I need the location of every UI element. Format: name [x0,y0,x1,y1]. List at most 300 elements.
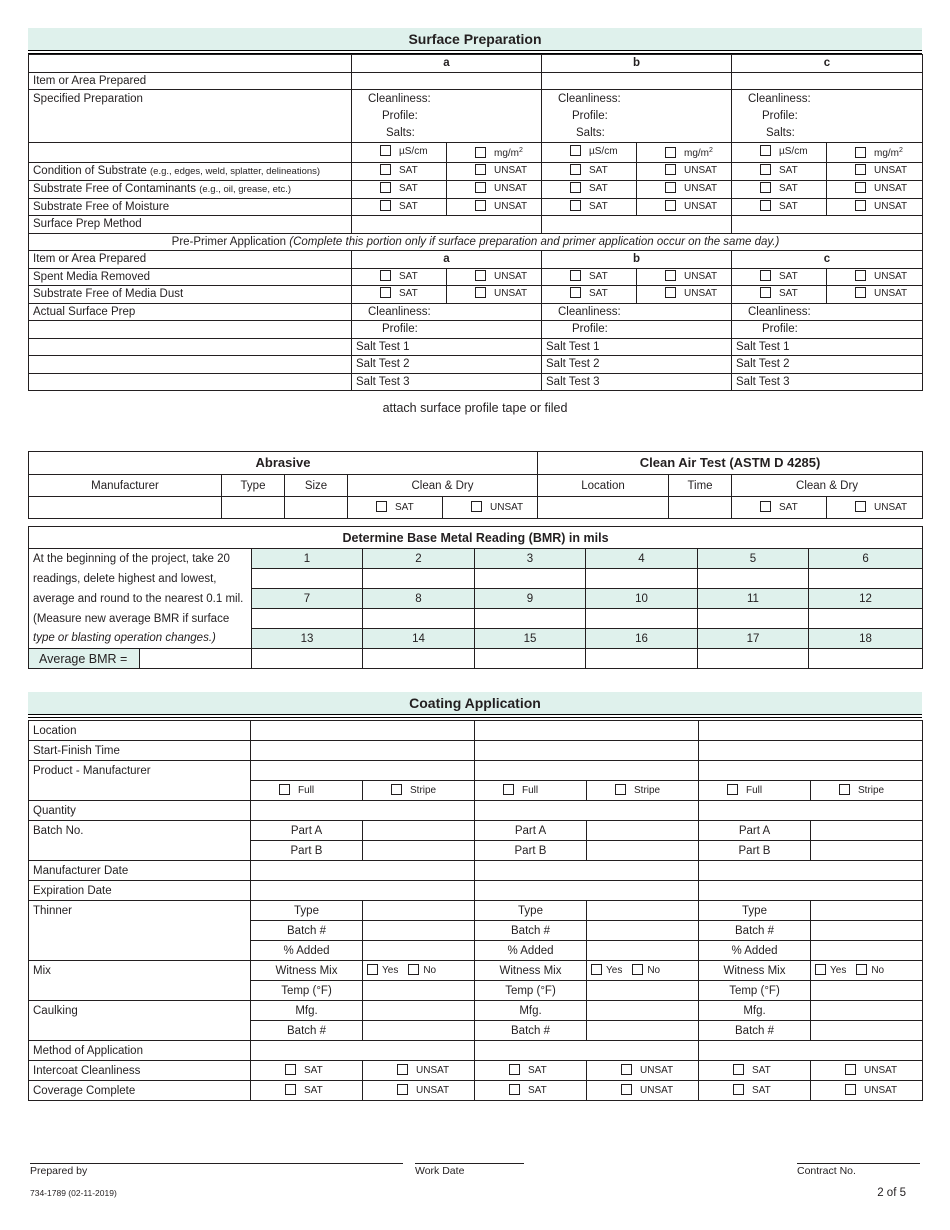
yes-checkbox[interactable] [367,964,378,975]
thinner-type-2[interactable] [587,901,699,921]
full-2[interactable]: Full [475,781,587,801]
caulk-batch-3[interactable] [811,1021,923,1041]
abrasive-sat[interactable]: SAT [348,497,443,519]
coat-location-3[interactable] [699,721,923,741]
abrasive-size-field[interactable] [285,497,348,519]
profile-b[interactable]: Profile: [542,107,732,125]
bmr-label-4: 4 [586,549,698,569]
intercoat-1-sat[interactable]: SAT [251,1061,363,1081]
no-checkbox[interactable] [856,964,867,975]
thinner-batch-label-2: Batch # [475,921,587,941]
quantity-1[interactable] [251,801,475,821]
cleanliness-b[interactable]: Cleanliness: [542,90,732,108]
bmr-reading-8[interactable] [363,609,475,629]
salts-c[interactable]: Salts: [732,125,923,143]
no-checkbox[interactable] [408,964,419,975]
mfr-date-2[interactable] [475,861,699,881]
product-mfr-label: Product - Manufacturer [29,761,251,781]
spent-media-a-unsat[interactable]: UNSAT [447,268,542,286]
mfr-date-3[interactable] [699,861,923,881]
stripe-2[interactable]: Stripe [587,781,699,801]
checkbox[interactable] [475,270,486,281]
temp-3[interactable] [811,981,923,1001]
checkbox[interactable] [855,182,866,193]
checkbox[interactable] [509,1084,520,1095]
checkbox[interactable] [845,1084,856,1095]
checkbox[interactable] [570,200,581,211]
bmr-reading-14[interactable] [363,649,475,669]
profile-a[interactable]: Profile: [352,107,542,125]
spent-media-b-sat[interactable]: SAT [542,268,637,286]
cleanliness-a[interactable]: Cleanliness: [352,90,542,108]
checkbox[interactable] [665,200,676,211]
abrasive-type-header: Type [222,475,285,497]
moisture-c-unsat[interactable]: UNSAT [827,198,923,216]
bmr-reading-13[interactable] [252,649,363,669]
part-b-label-1: Part B [251,841,363,861]
stripe-1[interactable]: Stripe [363,781,475,801]
checkbox[interactable] [475,200,486,211]
salt-test-1-b[interactable]: Salt Test 1 [542,338,732,356]
moisture-a-sat[interactable]: SAT [352,198,447,216]
checkbox[interactable] [855,270,866,281]
witness-mix-1[interactable]: Yes No [363,961,475,981]
start-finish-1[interactable] [251,741,475,761]
pct-added-2[interactable] [587,941,699,961]
salt-test-3-b[interactable]: Salt Test 3 [542,373,732,391]
bmr-instruction-1: At the beginning of the project, take 20 [29,549,252,569]
checkbox[interactable] [621,1064,632,1075]
actual-profile-a[interactable]: Profile: [352,321,542,339]
checkbox[interactable] [475,287,486,298]
intercoat-3-sat[interactable]: SAT [699,1061,811,1081]
checkbox[interactable] [471,501,482,512]
checkbox[interactable] [615,784,626,795]
caulk-batch-label-2: Batch # [475,1021,587,1041]
profile-c[interactable]: Profile: [732,107,923,125]
coating-table [28,720,923,1101]
method-2[interactable] [475,1041,699,1061]
caulk-batch-1[interactable] [363,1021,475,1041]
pct-added-label-3: % Added [699,941,811,961]
moisture-b-unsat[interactable]: UNSAT [637,198,732,216]
bmr-instruction-3: average and round to the nearest 0.1 mil. [29,589,252,609]
col-c-header-2: c [732,251,923,269]
col-c-header: c [732,55,923,73]
pct-added-3[interactable] [811,941,923,961]
coverage-1-unsat[interactable]: UNSAT [363,1081,475,1101]
salts-b[interactable]: Salts: [542,125,732,143]
media-dust-a-sat[interactable]: SAT [352,286,447,304]
temp-1[interactable] [363,981,475,1001]
contaminants-label: Substrate Free of Contaminants (e.g., oil, grease, etc.) [29,180,352,198]
prep-method-label: Surface Prep Method [29,216,352,234]
thinner-label: Thinner [29,901,251,961]
bmr-label-1: 1 [252,549,363,569]
checkbox[interactable] [285,1084,296,1095]
condition-c-sat[interactable]: SAT [732,162,827,180]
us-cm-b[interactable]: µS/cm [542,142,637,162]
abrasive-unsat[interactable]: UNSAT [443,497,538,519]
checkbox[interactable] [665,147,676,158]
checkbox[interactable] [570,145,581,156]
bmr-reading-15[interactable] [475,649,586,669]
col-a-header-2: a [352,251,542,269]
abrasive-manufacturer-field[interactable] [29,497,222,519]
thinner-type-label-3: Type [699,901,811,921]
moisture-label: Substrate Free of Moisture [29,198,352,216]
checkbox[interactable] [509,1064,520,1075]
media-dust-c-unsat[interactable]: UNSAT [827,286,923,304]
checkbox[interactable] [665,182,676,193]
bmr-label-6: 6 [809,549,923,569]
bmr-label-10: 10 [586,589,698,609]
bmr-reading-2[interactable] [363,569,475,589]
checkbox[interactable] [570,287,581,298]
yes-checkbox[interactable] [815,964,826,975]
coverage-3-sat[interactable]: SAT [699,1081,811,1101]
bmr-reading-5[interactable] [698,569,809,589]
bmr-label-2: 2 [363,549,475,569]
us-cm-a[interactable]: µS/cm [352,142,447,162]
part-b-field-3[interactable] [811,841,923,861]
start-finish-2[interactable] [475,741,699,761]
caulking-label: Caulking [29,1001,251,1041]
temp-label-1: Temp (°F) [251,981,363,1001]
prep-method-b[interactable] [542,216,732,234]
bmr-label-11: 11 [698,589,809,609]
thinner-batch-label-3: Batch # [699,921,811,941]
checkbox[interactable] [380,200,391,211]
quantity-2[interactable] [475,801,699,821]
item-area-label: Item or Area Prepared [29,72,352,90]
abrasive-title: Abrasive [29,452,538,475]
checkbox[interactable] [380,164,391,175]
coating-title: Coating Application [28,692,922,715]
checkbox[interactable] [760,270,771,281]
average-bmr-field[interactable] [140,649,252,669]
coat-location-label: Location [29,721,251,741]
mg-m2-a[interactable]: $mg/m^2$ [447,142,542,162]
caulk-mfg-1[interactable] [363,1001,475,1021]
cleanliness-c[interactable]: Cleanliness: [732,90,923,108]
coverage-2-unsat[interactable]: UNSAT [587,1081,699,1101]
part-a-label-1: Part A [251,821,363,841]
mfr-date-1[interactable] [251,861,475,881]
part-b-label-3: Part B [699,841,811,861]
full-3[interactable]: Full [699,781,811,801]
thinner-batch-3[interactable] [811,921,923,941]
caulk-mfg-2[interactable] [587,1001,699,1021]
checkbox[interactable] [380,270,391,281]
actual-cleanliness-a[interactable]: Cleanliness: [352,303,542,321]
checkbox[interactable] [665,164,676,175]
prep-method-a[interactable] [352,216,542,234]
witness-mix-label-1: Witness Mix [251,961,363,981]
checkbox[interactable] [397,1064,408,1075]
checkbox[interactable] [760,145,771,156]
pct-added-label-1: % Added [251,941,363,961]
intercoat-3-unsat[interactable]: UNSAT [811,1061,923,1081]
checkbox[interactable] [727,784,738,795]
checkbox[interactable] [570,270,581,281]
checkbox[interactable] [665,270,676,281]
surface-prep-table [28,54,923,391]
checkbox[interactable] [570,182,581,193]
col-b-header: b [542,55,732,73]
checkbox[interactable] [475,164,486,175]
checkbox[interactable] [855,164,866,175]
contaminants-a-unsat[interactable]: UNSAT [447,180,542,198]
exp-date-2[interactable] [475,881,699,901]
checkbox[interactable] [733,1064,744,1075]
checkbox[interactable] [855,501,866,512]
bmr-reading-16[interactable] [586,649,698,669]
part-b-field-2[interactable] [587,841,699,861]
condition-b-unsat[interactable]: UNSAT [637,162,732,180]
bmr-reading-12[interactable] [809,609,923,629]
bmr-reading-4[interactable] [586,569,698,589]
temp-2[interactable] [587,981,699,1001]
coverage-label: Coverage Complete [29,1081,251,1101]
salt-test-2-a[interactable]: Salt Test 2 [352,356,542,374]
checkbox[interactable] [855,147,866,158]
actual-cleanliness-c[interactable]: Cleanliness: [732,303,923,321]
exp-date-3[interactable] [699,881,923,901]
checkbox[interactable] [855,287,866,298]
moisture-b-sat[interactable]: SAT [542,198,637,216]
abrasive-clean-dry-header: Clean & Dry [348,475,538,497]
contaminants-b-sat[interactable]: SAT [542,180,637,198]
caulk-batch-label-1: Batch # [251,1021,363,1041]
actual-cleanliness-b[interactable]: Cleanliness: [542,303,732,321]
intercoat-2-unsat[interactable]: UNSAT [587,1061,699,1081]
no-checkbox[interactable] [632,964,643,975]
contract-no-line[interactable] [797,1163,920,1177]
bmr-reading-11[interactable] [698,609,809,629]
media-dust-a-unsat[interactable]: UNSAT [447,286,542,304]
clean-air-location-header: Location [538,475,669,497]
clean-air-clean-dry-header: Clean & Dry [732,475,923,497]
product-mfr-1[interactable] [251,761,475,781]
media-dust-c-sat[interactable]: SAT [732,286,827,304]
yes-checkbox[interactable] [591,964,602,975]
checkbox[interactable] [380,287,391,298]
contaminants-c-unsat[interactable]: UNSAT [827,180,923,198]
bmr-reading-1[interactable] [252,569,363,589]
bmr-title: Determine Base Metal Reading (BMR) in mils [29,527,923,549]
clean-air-time-field[interactable] [669,497,732,519]
checkbox[interactable] [503,784,514,795]
salt-test-1-c[interactable]: Salt Test 1 [732,338,923,356]
bmr-reading-6[interactable] [809,569,923,589]
work-date-line[interactable] [415,1163,524,1177]
checkbox[interactable] [475,182,486,193]
checkbox[interactable] [665,287,676,298]
bmr-label-7: 7 [252,589,363,609]
bmr-reading-10[interactable] [586,609,698,629]
thinner-batch-label-1: Batch # [251,921,363,941]
spent-media-b-unsat[interactable]: UNSAT [637,268,732,286]
bmr-reading-18[interactable] [809,649,923,669]
checkbox[interactable] [760,501,771,512]
clean-air-sat[interactable]: SAT [732,497,827,519]
exp-date-label: Expiration Date [29,881,251,901]
bmr-label-13: 13 [252,629,363,649]
checkbox[interactable] [760,182,771,193]
bmr-label-3: 3 [475,549,586,569]
media-dust-b-sat[interactable]: SAT [542,286,637,304]
salts-a[interactable]: Salts: [352,125,542,143]
prep-method-c[interactable] [732,216,923,234]
item-area-a[interactable] [352,72,542,90]
item-area-c[interactable] [732,72,923,90]
average-bmr-label: Average BMR = [29,649,140,669]
product-mfr-3[interactable] [699,761,923,781]
thinner-type-label-1: Type [251,901,363,921]
actual-blank-2 [29,338,352,356]
checkbox[interactable] [621,1084,632,1095]
moisture-c-sat[interactable]: SAT [732,198,827,216]
actual-prep-label: Actual Surface Prep [29,303,352,321]
intercoat-1-unsat[interactable]: UNSAT [363,1061,475,1081]
checkbox[interactable] [845,1064,856,1075]
checkbox[interactable] [376,501,387,512]
thinner-batch-2[interactable] [587,921,699,941]
caulk-mfg-label-2: Mfg. [475,1001,587,1021]
item-area-b[interactable] [542,72,732,90]
checkbox[interactable] [279,784,290,795]
specified-prep-blank-2 [29,125,352,143]
witness-mix-3[interactable]: Yes No [811,961,923,981]
mg-m2-c[interactable]: $mg/m^2$ [827,142,923,162]
condition-a-unsat[interactable]: UNSAT [447,162,542,180]
mg-m2-b[interactable]: $mg/m^2$ [637,142,732,162]
coverage-3-unsat[interactable]: UNSAT [811,1081,923,1101]
form-number: 734-1789 (02-11-2019) [30,1188,117,1198]
spent-media-c-sat[interactable]: SAT [732,268,827,286]
method-3[interactable] [699,1041,923,1061]
contaminants-a-sat[interactable]: SAT [352,180,447,198]
contaminants-b-unsat[interactable]: UNSAT [637,180,732,198]
quantity-label: Quantity [29,801,251,821]
salt-test-3-c[interactable]: Salt Test 3 [732,373,923,391]
condition-b-sat[interactable]: SAT [542,162,637,180]
prepared-by-line[interactable] [30,1163,403,1177]
caulk-mfg-3[interactable] [811,1001,923,1021]
temp-label-3: Temp (°F) [699,981,811,1001]
part-a-field-2[interactable] [587,821,699,841]
moisture-a-unsat[interactable]: UNSAT [447,198,542,216]
checkbox[interactable] [475,147,486,158]
clean-air-unsat[interactable]: UNSAT [827,497,923,519]
quantity-3[interactable] [699,801,923,821]
clean-air-location-field[interactable] [538,497,669,519]
bmr-instruction-4: (Measure new average BMR if surface [29,609,252,629]
actual-profile-b[interactable]: Profile: [542,321,732,339]
checkbox[interactable] [285,1064,296,1075]
caulk-batch-2[interactable] [587,1021,699,1041]
coverage-1-sat[interactable]: SAT [251,1081,363,1101]
item-area-label-2: Item or Area Prepared [29,251,352,269]
batch-no-label: Batch No. [29,821,251,861]
surface-prep-title: Surface Preparation [28,28,922,51]
checkbox[interactable] [839,784,850,795]
bmr-reading-7[interactable] [252,609,363,629]
specified-prep-blank-1 [29,107,352,125]
full-1[interactable]: Full [251,781,363,801]
checkbox[interactable] [760,287,771,298]
thinner-batch-1[interactable] [363,921,475,941]
start-finish-3[interactable] [699,741,923,761]
abrasive-type-field[interactable] [222,497,285,519]
col-b-header-2: b [542,251,732,269]
condition-a-sat[interactable]: SAT [352,162,447,180]
witness-mix-2[interactable]: Yes No [587,961,699,981]
abrasive-size-header: Size [285,475,348,497]
contaminants-c-sat[interactable]: SAT [732,180,827,198]
bmr-reading-9[interactable] [475,609,586,629]
stripe-3[interactable]: Stripe [811,781,923,801]
part-a-field-3[interactable] [811,821,923,841]
part-b-field-1[interactable] [363,841,475,861]
preprimer-heading: Pre-Primer Application (Complete this portion only if surface preparation and primer application occur on the same day.) [29,233,923,251]
salt-test-2-b[interactable]: Salt Test 2 [542,356,732,374]
coverage-2-sat[interactable]: SAT [475,1081,587,1101]
method-label: Method of Application [29,1041,251,1061]
salt-test-3-a[interactable]: Salt Test 3 [352,373,542,391]
method-1[interactable] [251,1041,475,1061]
condition-c-unsat[interactable]: UNSAT [827,162,923,180]
part-a-field-1[interactable] [363,821,475,841]
spent-media-c-unsat[interactable]: UNSAT [827,268,923,286]
pct-added-label-2: % Added [475,941,587,961]
actual-blank-1 [29,321,352,339]
pct-added-1[interactable] [363,941,475,961]
salt-test-1-a[interactable]: Salt Test 1 [352,338,542,356]
coat-location-1[interactable] [251,721,475,741]
checkbox[interactable] [380,182,391,193]
checkbox[interactable] [855,200,866,211]
bmr-reading-17[interactable] [698,649,809,669]
bmr-reading-3[interactable] [475,569,586,589]
product-mfr-2[interactable] [475,761,699,781]
bmr-label-5: 5 [698,549,809,569]
intercoat-2-sat[interactable]: SAT [475,1061,587,1081]
coat-location-2[interactable] [475,721,699,741]
mix-label: Mix [29,961,251,1001]
media-dust-b-unsat[interactable]: UNSAT [637,286,732,304]
thinner-type-3[interactable] [811,901,923,921]
checkbox[interactable] [760,200,771,211]
part-a-label-2: Part A [475,821,587,841]
checkbox[interactable] [733,1084,744,1095]
us-cm-c[interactable]: µS/cm [732,142,827,162]
contract-no-label: Contract No. [797,1165,856,1177]
checkbox[interactable] [397,1084,408,1095]
exp-date-1[interactable] [251,881,475,901]
page-number: 2 of 5 [877,1187,906,1199]
actual-profile-c[interactable]: Profile: [732,321,923,339]
checkbox[interactable] [760,164,771,175]
thinner-type-1[interactable] [363,901,475,921]
checkbox[interactable] [380,145,391,156]
checkbox[interactable] [570,164,581,175]
spent-media-a-sat[interactable]: SAT [352,268,447,286]
salt-test-2-c[interactable]: Salt Test 2 [732,356,923,374]
checkbox[interactable] [391,784,402,795]
header-blank [29,55,352,73]
